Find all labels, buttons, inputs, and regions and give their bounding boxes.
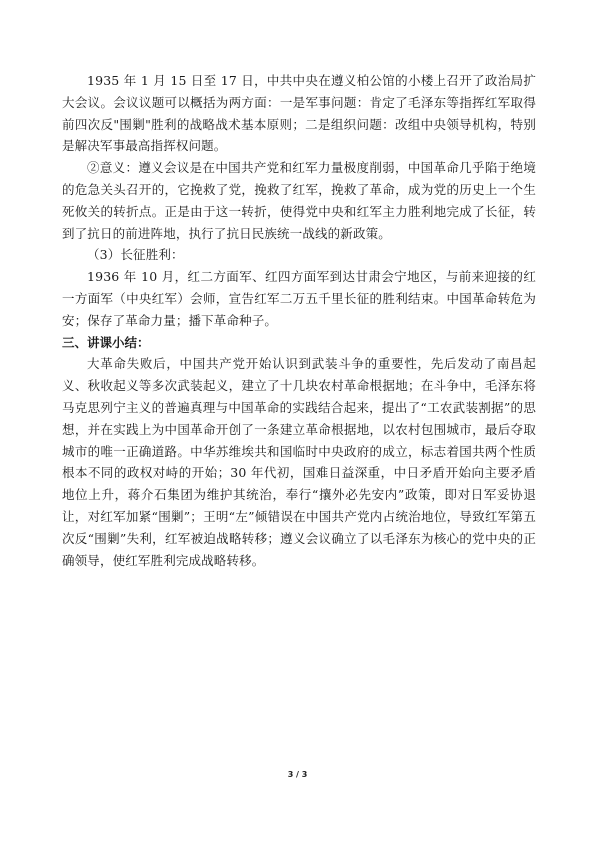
document-body [62, 70, 536, 571]
paragraph-summary: 大革命失败后，中国共产党开始认识到武装斗争的重要性，先后发动了南昌起义、秋收起义等多次武装起义，建立了十几块农村革命根据地；在斗争中，毛泽东将马克思列宁主义的普遍真理与中国革命的实践结合起来，提出了“工农武装割据”的思想，并在实践上为中国革命开创了一条建立革命根据地，以农村包围城市，最后夺取城市的唯一正确道路。中华苏维埃共和国临时中央政府的成立，标志着国共两个性质根本不同的政权对峙的开始；30 年代初，国难日益深重，中日矛盾开始向主要矛盾地位上升，蒋介石集团为维护其统治，奉行“攘外必先安内”政策，即对日军妥协退让，对红军加紧“围剿”；王明“左”倾错误在中国共产党内占统治地位，导致红军第五次反“围剿”失利，红军被迫战略转移；遵义会议确立了以毛泽东为核心的党中央的正确领导，使红军胜利完成战略转移。 [62, 356, 536, 568]
section-heading-summary: 三、讲课小结： [62, 334, 150, 350]
paragraph-zunyi-significance: ②意义：遵义会议是在中国共产党和红军力量极度削弱，中国革命几乎陷于绝境的危急关头召开的，它挽救了党，挽救了红军，挽救了革命，成为党的历史上一个生死攸关的转折点。正是由于这一转折，使得党中央和红军主力胜利地完成了长征，转到了抗日的前进阵地，执行了抗日民族统一战线的新政策。 [62, 160, 536, 241]
paragraph-long-march-victory: 1936 年 10 月，红二方面军、红四方面军到达甘肃会宁地区，与前来迎接的红一方面军（中央红军）会师，宣告红军二万五千里长征的胜利结束。中国革命转危为安；保存了革命力量；播下革命种子。 [62, 269, 536, 328]
paragraph-long-march-heading: （3）长征胜利： [87, 247, 184, 263]
page-number: 3 / 3 [287, 770, 308, 779]
paragraph-zunyi-meeting: 1935 年 1 月 15 日至 17 日，中共中央在遵义柏公馆的小楼上召开了政治局扩大会议。会议议题可以概括为两方面：一是军事问题：肯定了毛泽东等指挥红军取得前四次反"围剿"胜利的战略战术基本原则；二是组织问题：改组中央领导机构，特别是解决军事最高指挥权问题。 [62, 73, 536, 154]
